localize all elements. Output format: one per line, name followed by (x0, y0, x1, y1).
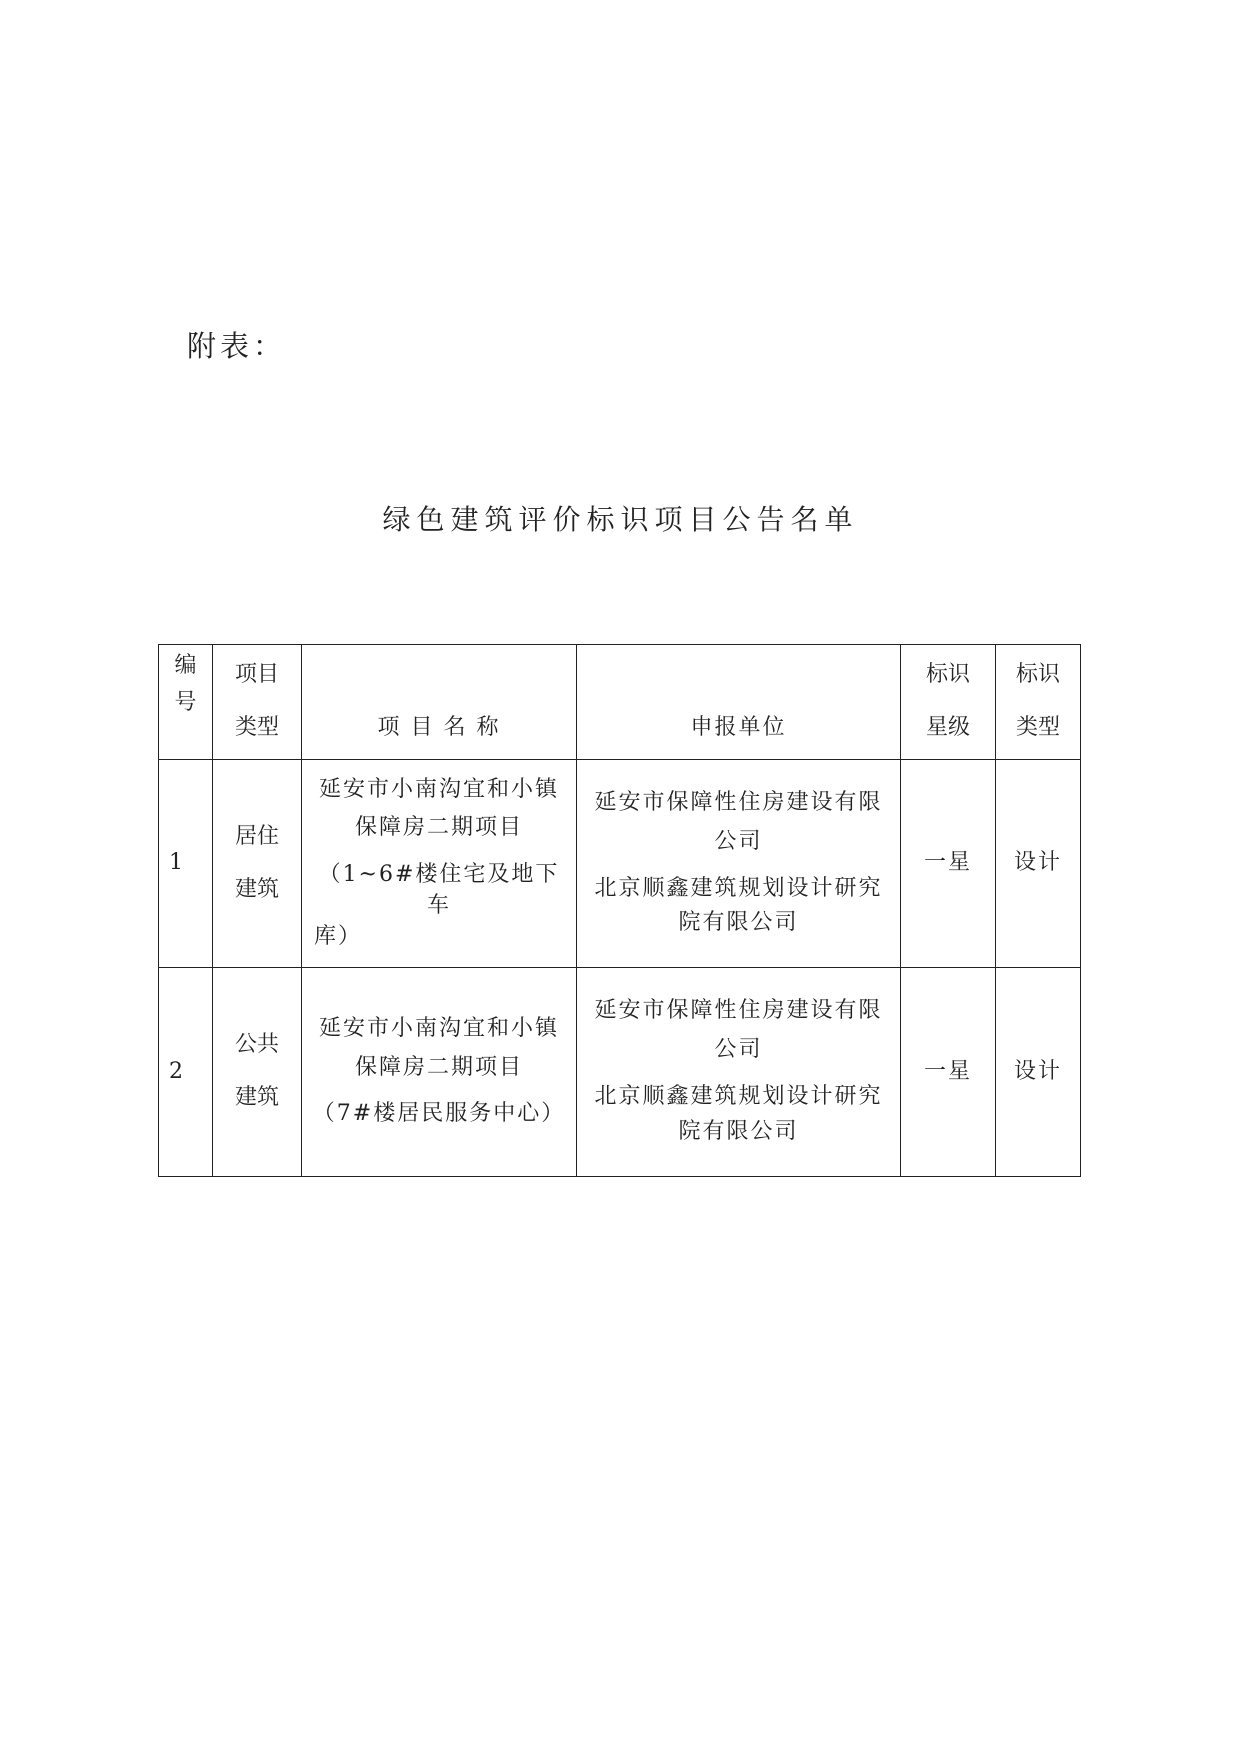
header-applicant-text: 申报单位 (690, 714, 787, 740)
header-label-type-line-2: 类型 (1015, 715, 1060, 740)
applicant-line-3: 北京顺鑫建筑规划设计研究 (594, 875, 883, 901)
annex-label: 附表： (187, 329, 287, 363)
header-project-name-text: 项 目 名 称 (377, 714, 501, 740)
document-title: 绿色建筑评价标识项目公告名单 (382, 503, 859, 536)
header-project-name (302, 645, 577, 760)
row-project-type (213, 760, 302, 968)
header-star-level-line-1: 标识 (925, 662, 970, 688)
row-project-name (302, 968, 577, 1177)
project-name-line-4: 库） (314, 923, 363, 949)
applicant-line-1: 延安市保障性住房建设有限 (594, 789, 883, 815)
project-name-line-2: 保障房二期项目 (354, 1054, 523, 1080)
row-project-name (302, 760, 577, 968)
project-name-line-2: 保障房二期项目 (354, 815, 523, 841)
row-label-type: 设计 (996, 760, 1081, 968)
header-star-level (901, 645, 996, 760)
row-project-type-line-2: 建筑 (234, 1085, 279, 1110)
header-label-type-line-1: 标识 (1015, 662, 1060, 688)
header-project-type-line-1: 项目 (234, 662, 279, 688)
row-number: 2 (159, 968, 213, 1177)
row-label-type: 设计 (996, 968, 1081, 1177)
header-number (159, 645, 213, 760)
applicant-line-4: 院有限公司 (678, 910, 799, 936)
table-row (159, 760, 1081, 968)
header-applicant (577, 645, 901, 760)
table-header-row (159, 645, 1081, 760)
project-name-line-3: （7#楼居民服务中心） (312, 1101, 566, 1127)
applicant-line-1: 延安市保障性住房建设有限 (594, 998, 883, 1024)
row-project-type-line-2: 建筑 (234, 876, 279, 902)
applicant-line-2: 公司 (714, 828, 763, 854)
header-number-line-2: 号 (174, 689, 197, 715)
row-applicant (577, 760, 901, 968)
header-project-type (213, 645, 302, 760)
header-label-type (996, 645, 1081, 760)
row-project-type-line-1: 公共 (234, 1032, 279, 1058)
project-list-table (158, 644, 1081, 1177)
row-star-level: 一星 (901, 968, 996, 1177)
table-row (159, 968, 1081, 1177)
header-project-type-line-2: 类型 (234, 715, 279, 740)
header-number-line-1: 编 (174, 653, 197, 678)
row-star-level: 一星 (901, 760, 996, 968)
row-project-type (213, 968, 302, 1177)
project-name-line-3: （1~6#楼住宅及地下车 (318, 862, 560, 918)
row-applicant (577, 968, 901, 1177)
row-project-type-line-1: 居住 (234, 823, 279, 849)
project-name-line-1: 延安市小南沟宜和小镇 (318, 776, 559, 802)
applicant-line-2: 公司 (714, 1037, 763, 1063)
row-number: 1 (159, 760, 213, 968)
project-name-line-1: 延安市小南沟宜和小镇 (318, 1015, 559, 1041)
applicant-line-3: 北京顺鑫建筑规划设计研究 (594, 1084, 883, 1109)
applicant-line-4: 院有限公司 (678, 1118, 799, 1144)
header-star-level-line-2: 星级 (925, 715, 970, 740)
